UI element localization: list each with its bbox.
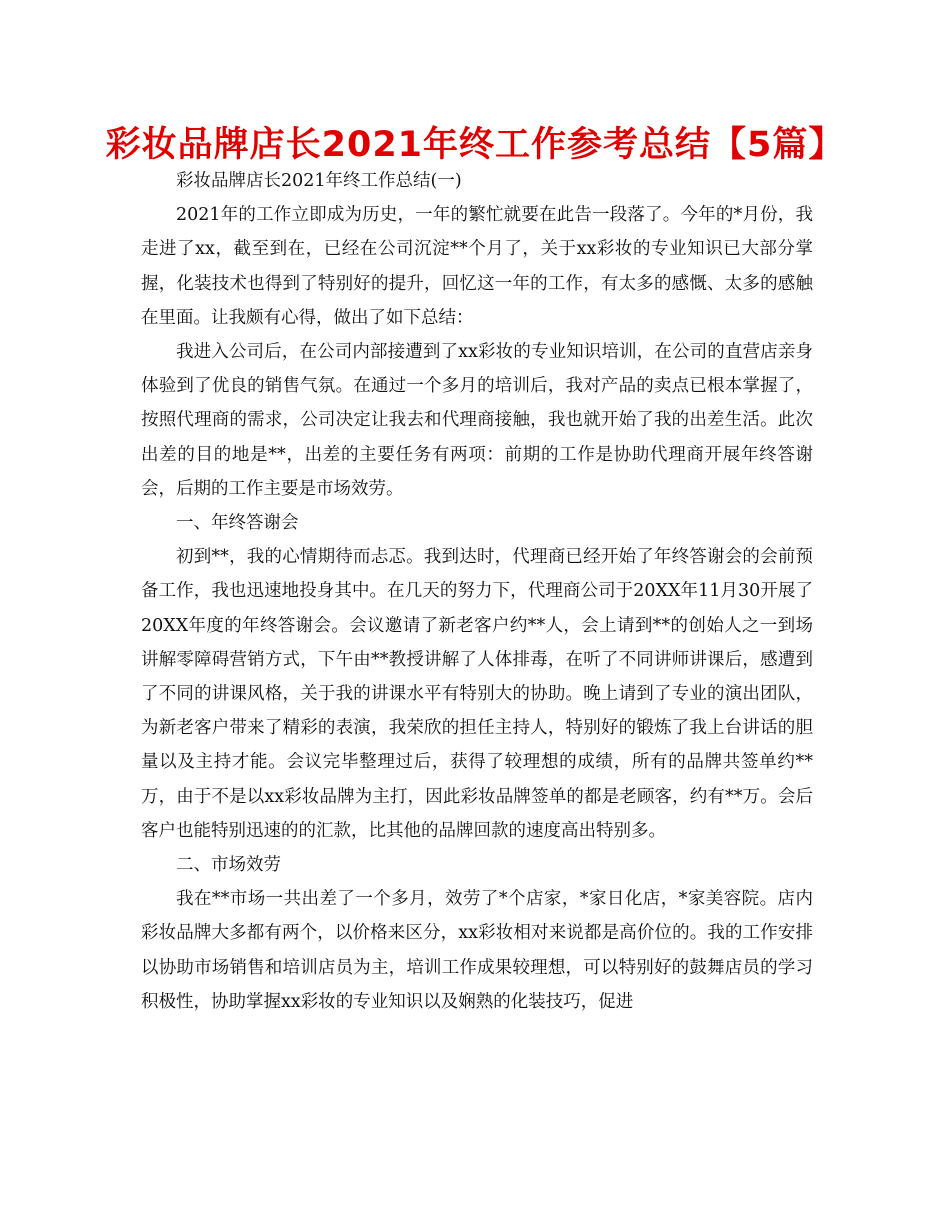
paragraph-intro: 2021年的工作立即成为历史，一年的繁忙就要在此告一段落了。今年的*月份，我走进了xx，截至到在，已经在公司沉淀**个月了，关于xx彩妆的专业知识已大部分掌握，化装技术也得到了特别好的提升，回忆这一年的工作，有太多的感慨、太多的感触在里面。让我颇有心得，做出了如下总结： — [141, 205, 813, 328]
subtitle: 彩妆品牌店长2021年终工作总结(一) — [176, 171, 462, 191]
document-body — [141, 164, 813, 1019]
section-heading-market-service: 二、市场效劳 — [176, 855, 281, 876]
paragraph-training: 我进入公司后，在公司内部接遭到了xx彩妆的专业知识培训，在公司的直营店亲身体验到了优良的销售气氛。在通过一个多月的培训后，我对产品的卖点已根本掌握了，按照代理商的需求，公司决定让我去和代理商接触，我也就开始了我的出差生活。此次出差的目的地是**，出差的主要任务有两项：前期的工作是协助代理商开展年终答谢会，后期的工作主要是市场效劳。 — [141, 342, 813, 499]
paragraph-market-service: 我在**市场一共出差了一个多月，效劳了*个店家，*家日化店，*家美容院。店内彩妆品牌大多都有两个，以价格来区分，xx彩妆相对来说都是高价位的。我的工作安排以协助市场销售和培训店员为主，培训工作成果较理想，可以特别好的鼓舞店员的学习积极性，协助掌握xx彩妆的专业知识以及娴熟的化装技巧，促进 — [141, 889, 813, 1012]
paragraph-year-end: 初到**，我的心情期待而忐忑。我到达时，代理商已经开始了年终答谢会的会前预备工作，我也迅速地投身其中。在几天的努力下，代理商公司于20XX年11月30开展了20XX年度的年终答谢会。会议邀请了新老客户约**人，会上请到**的创始人之一到场讲解零障碍营销方式，下午由**教授讲解了人体排毒，在听了不同讲师讲课后，感遭到了不同的讲课风格，关于我的讲课水平有特别大的协助。晚上请到了专业的演出团队，为新老客户带来了精彩的表演，我荣欣的担任主持人，特别好的锻炼了我上台讲话的胆量以及主持才能。会议完毕整理过后，获得了较理想的成绩，所有的品牌共签单约**万，由于不是以xx彩妆品牌为主打，因此彩妆品牌签单的都是老顾客，约有**万。会后客户也能特别迅速的的汇款，比其他的品牌回款的速度高出特别多。 — [141, 547, 813, 841]
section-heading-year-end: 一、年终答谢会 — [176, 513, 299, 534]
document-title: 彩妆品牌店长2021年终工作参考总结【5篇】 — [105, 125, 845, 165]
